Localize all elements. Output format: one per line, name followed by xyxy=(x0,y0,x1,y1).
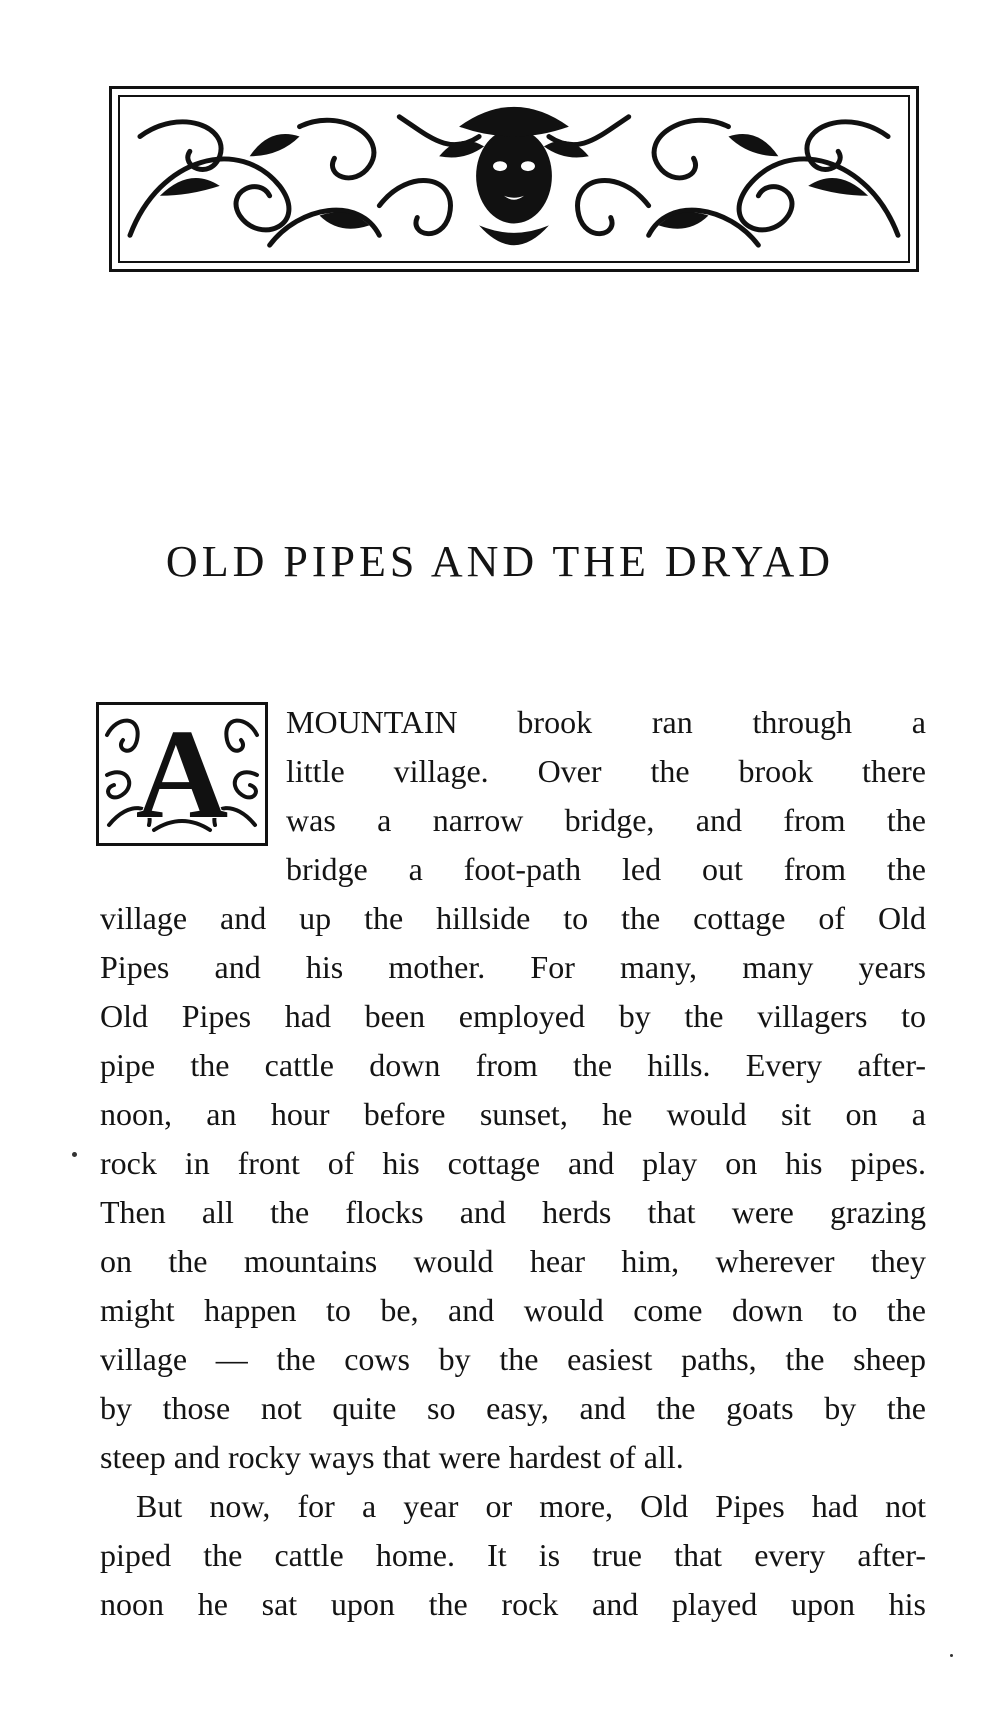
text-line: village — the cows by the easiest paths, the sheep xyxy=(100,1341,926,1377)
ornamental-headpiece xyxy=(109,86,919,272)
text-line: Then all the flocks and herds that were grazing xyxy=(100,1194,926,1230)
text-line: might happen to be, and would come down to the xyxy=(100,1292,926,1328)
text-line: village and up the hillside to the cottage of Old xyxy=(100,900,926,936)
paragraph-start-line: But now, for a year or more, Old Pipes had not xyxy=(136,1488,926,1524)
text-line: piped the cattle home. It is true that every after- xyxy=(100,1537,926,1573)
text-line: noon, an hour before sunset, he would sit on a xyxy=(100,1096,926,1132)
text-line: by those not quite so easy, and the goats by the xyxy=(100,1390,926,1426)
text-line: pipe the cattle down from the hills. Every after- xyxy=(100,1047,926,1083)
text-line: Pipes and his mother. For many, many years xyxy=(100,949,926,985)
stray-mark xyxy=(72,1152,77,1157)
headpiece-frame xyxy=(118,95,910,263)
story-text xyxy=(100,698,926,1629)
text-line: was a narrow bridge, and from the xyxy=(286,802,926,838)
text-line: rock in front of his cottage and play on his pipes. xyxy=(100,1145,926,1181)
text-line: MOUNTAIN brook ran through a xyxy=(286,704,926,740)
text-line: little village. Over the brook there xyxy=(286,753,926,789)
text-line: on the mountains would hear him, wherever they xyxy=(100,1243,926,1279)
text-line: noon he sat upon the rock and played upon his xyxy=(100,1586,926,1622)
text-line: Old Pipes had been employed by the villagers to xyxy=(100,998,926,1034)
page-title: OLD PIPES AND THE DRYAD xyxy=(165,537,835,586)
text-line: steep and rocky ways that were hardest of all. xyxy=(100,1439,684,1475)
text-line: bridge a foot-path led out from the xyxy=(286,851,926,887)
stray-mark xyxy=(950,1654,953,1657)
dropcap-letter: A xyxy=(135,703,229,845)
foliage-ornament-icon xyxy=(120,97,908,261)
